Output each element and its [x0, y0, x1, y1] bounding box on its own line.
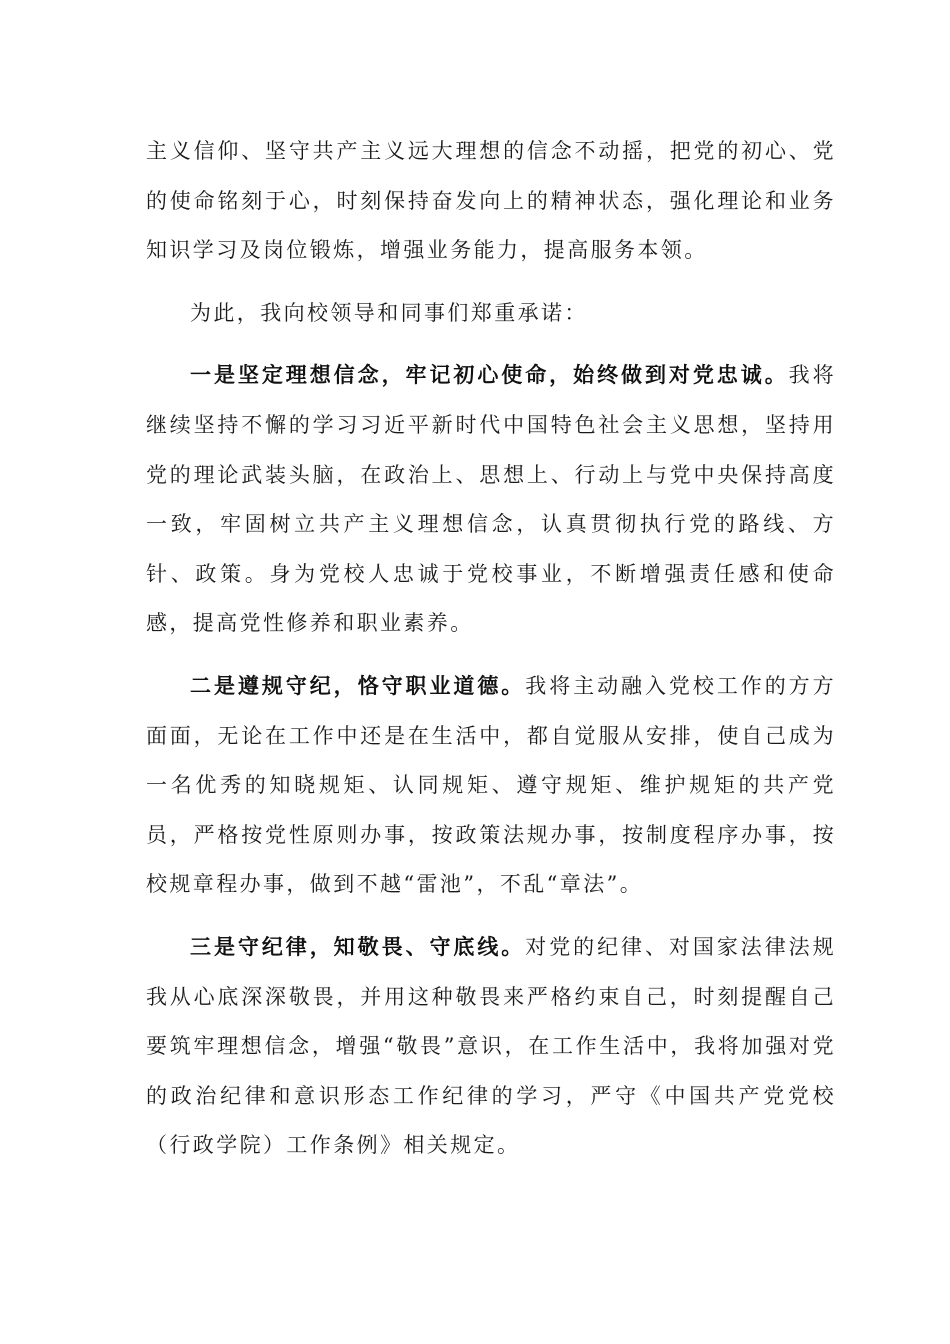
paragraph-text: 主义信仰、坚守共产主义远大理想的信念不动摇，把党的初心、党的使命铭刻于心，时刻保持奋发向上的精神状态，强化理论和业务知识学习及岗位锻炼，增强业务能力，提高服务本领。: [146, 139, 836, 263]
paragraph-text: 我将主动融入党校工作的方方面面，无论在工作中还是在生活中，都自觉服从安排，使自己成为一名优秀的知晓规矩、认同规矩、遵守规矩、维护规矩的共产党员，严格按党性原则办事，按政策法规办事，按制度程序办事，按校规章程办事，做到不越“雷池”，不乱“章法”。: [146, 673, 836, 897]
paragraph-pledge-one: [146, 350, 836, 649]
paragraph-lead-bold: 一是坚定理想信念，牢记初心使命，始终做到对党忠诚。: [190, 362, 789, 388]
paragraph-text: 对党的纪律、对国家法律法规我从心底深深敬畏，并用这种敬畏来严格约束自己，时刻提醒自己要筑牢理想信念，增强“敬畏”意识，在工作生活中，我将加强对党的政治纪律和意识形态工作纪律的学习，严守《中国共产党党校（行政学院）工作条例》相关规定。: [146, 934, 836, 1158]
paragraph-pledge-three: [146, 922, 836, 1171]
paragraph-pledge-intro: [146, 288, 836, 339]
paragraph-text: 我将继续坚持不懈的学习习近平新时代中国特色社会主义思想，坚持用党的理论武装头脑，在政治上、思想上、行动上与党中央保持高度一致，牢固树立共产主义理想信念，认真贯彻执行党的路线、方针、政策。身为党校人忠诚于党校事业，不断增强责任感和使命感，提高党性修养和职业素养。: [146, 363, 836, 636]
paragraph-lead-bold: 三是守纪律，知敬畏、守底线。: [190, 933, 526, 959]
paragraph-text: 为此，我向校领导和同事们郑重承诺：: [190, 300, 588, 325]
paragraph-pledge-two: [146, 661, 836, 910]
paragraph-continuation: [146, 126, 836, 276]
document-body: [146, 126, 836, 1171]
paragraph-lead-bold: 二是遵规守纪，恪守职业道德。: [190, 672, 526, 698]
